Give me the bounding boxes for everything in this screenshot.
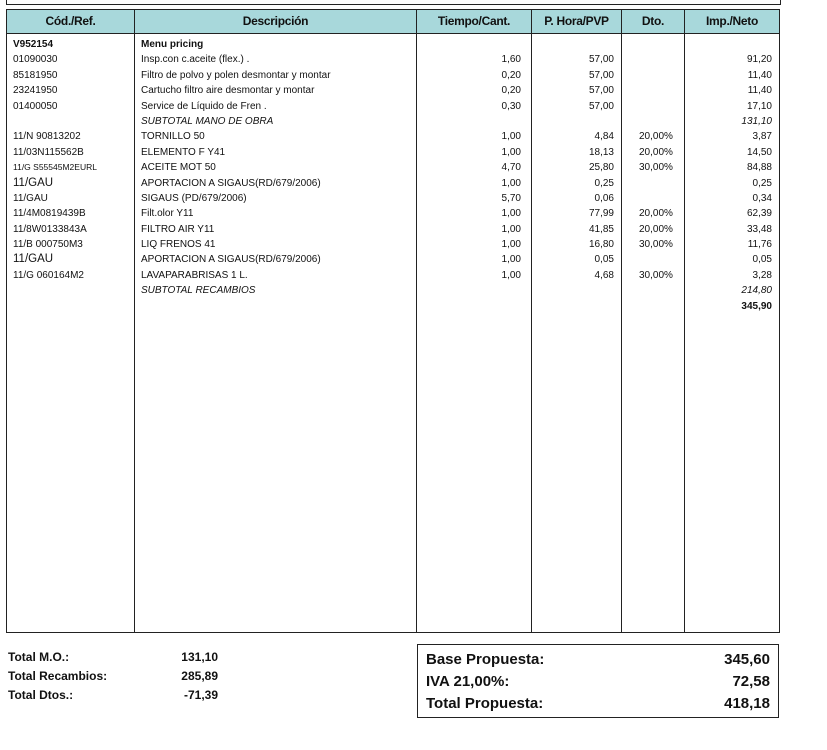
row-code: 11/N 90813202 xyxy=(13,131,81,143)
row-net: 0,05 xyxy=(752,254,772,266)
row-qty: 1,00 xyxy=(501,269,521,281)
base-label: Base Propuesta: xyxy=(426,651,545,668)
row-code: 23241950 xyxy=(13,85,58,97)
total-mo-row xyxy=(8,648,228,667)
row-price: 0,06 xyxy=(594,192,614,204)
row-code: 11/GAU xyxy=(13,192,48,204)
row-discount: 30,00% xyxy=(639,239,673,251)
row-net: 91,20 xyxy=(746,54,772,66)
row-code: 11/8W0133843A xyxy=(13,223,87,235)
row-net: 0,34 xyxy=(752,192,772,204)
iva-label: IVA 21,00%: xyxy=(426,673,510,690)
total-recambios-row xyxy=(8,667,228,686)
column-header-code: Cód./Ref. xyxy=(45,14,96,28)
row-qty: 4,70 xyxy=(501,162,521,174)
row-description: Menu pricing xyxy=(141,39,204,50)
table-row xyxy=(7,268,779,283)
table-row xyxy=(7,191,779,206)
row-description: TORNILLO 50 xyxy=(141,131,205,143)
row-price: 4,84 xyxy=(594,131,614,143)
total-recambios-value: 285,89 xyxy=(181,669,218,683)
table-row xyxy=(7,222,779,237)
row-net: 11,40 xyxy=(747,85,772,97)
subtotal-row xyxy=(7,114,779,129)
summary-totals xyxy=(8,648,228,705)
row-description: FILTRO AIR Y11 xyxy=(141,223,215,235)
iva-row xyxy=(426,671,770,693)
table-row xyxy=(7,37,779,52)
row-code: 11/GAU xyxy=(13,176,54,189)
row-description: LAVAPARABRISAS 1 L. xyxy=(141,269,248,281)
total-dtos-label: Total Dtos.: xyxy=(8,688,74,702)
row-discount: 20,00% xyxy=(639,208,673,220)
row-net: 3,87 xyxy=(752,131,772,143)
row-description: APORTACION A SIGAUS(RD/679/2006) xyxy=(141,254,321,266)
row-code: 01090030 xyxy=(13,54,58,66)
subtotal-value: 131,10 xyxy=(741,115,772,127)
row-description: LIQ FRENOS 41 xyxy=(141,239,216,251)
table-row xyxy=(7,237,779,252)
total-dtos-row xyxy=(8,686,228,705)
total-dtos-value: -71,39 xyxy=(183,688,218,702)
total-value: 418,18 xyxy=(724,695,770,712)
row-discount: 30,00% xyxy=(639,269,673,281)
row-qty: 1,60 xyxy=(501,54,521,66)
row-qty: 0,20 xyxy=(501,69,521,81)
row-description: Cartucho filtro aire desmontar y montar xyxy=(141,85,315,97)
total-mo-label: Total M.O.: xyxy=(8,650,70,664)
table-row xyxy=(7,206,779,221)
row-qty: 0,30 xyxy=(501,100,521,112)
row-code: 01400050 xyxy=(13,100,58,112)
grand-subtotal-value: 345,90 xyxy=(741,300,772,312)
subtotal-value: 214,80 xyxy=(741,285,772,297)
row-net: 11,76 xyxy=(747,239,772,251)
row-net: 14,50 xyxy=(746,146,772,158)
row-price: 16,80 xyxy=(588,239,614,251)
row-qty: 1,00 xyxy=(501,254,521,266)
row-qty: 1,00 xyxy=(501,223,521,235)
row-qty: 5,70 xyxy=(501,192,521,204)
row-description: Service de Líquido de Fren . xyxy=(141,100,267,112)
row-net: 62,39 xyxy=(746,208,772,220)
row-discount: 20,00% xyxy=(639,146,673,158)
row-description: ELEMENTO F Y41 xyxy=(141,146,226,158)
table-row xyxy=(7,145,779,160)
total-label: Total Propuesta: xyxy=(426,695,544,712)
row-code: 11/G S55545M2EURL xyxy=(13,162,97,173)
table-row xyxy=(7,160,779,175)
row-discount: 30,00% xyxy=(639,162,673,174)
column-header-net: Imp./Neto xyxy=(706,14,758,28)
row-discount: 20,00% xyxy=(639,131,673,143)
row-description: APORTACION A SIGAUS(RD/679/2006) xyxy=(141,177,321,189)
line-items xyxy=(7,37,779,314)
row-price: 57,00 xyxy=(588,85,614,97)
row-net: 3,28 xyxy=(752,269,772,281)
row-net: 84,88 xyxy=(746,162,772,174)
grand-subtotal-row xyxy=(7,299,779,314)
row-price: 4,68 xyxy=(594,269,614,281)
column-header-price: P. Hora/PVP xyxy=(544,14,609,28)
row-price: 0,25 xyxy=(594,177,614,189)
proposal-totals-box xyxy=(417,644,779,718)
row-qty: 1,00 xyxy=(501,131,521,143)
row-net: 33,48 xyxy=(746,223,772,235)
table-row xyxy=(7,252,779,267)
row-code: 11/GAU xyxy=(13,253,54,266)
row-qty: 1,00 xyxy=(501,239,521,251)
base-value: 345,60 xyxy=(724,651,770,668)
column-header-time-qty: Tiempo/Cant. xyxy=(437,14,511,28)
subtotal-label: SUBTOTAL RECAMBIOS xyxy=(141,285,256,297)
row-price: 57,00 xyxy=(588,100,614,112)
row-net: 0,25 xyxy=(752,177,772,189)
row-price: 25,80 xyxy=(588,162,614,174)
row-description: Insp.con c.aceite (flex.) . xyxy=(141,54,250,66)
row-code: V952154 xyxy=(13,39,54,50)
table-row xyxy=(7,176,779,191)
row-net: 11,40 xyxy=(747,69,772,81)
table-row xyxy=(7,99,779,114)
row-code: 85181950 xyxy=(13,69,58,81)
total-row xyxy=(426,693,770,715)
row-price: 57,00 xyxy=(588,69,614,81)
row-code: 11/03N115562B xyxy=(13,146,84,158)
row-qty: 0,20 xyxy=(501,85,521,97)
total-recambios-label: Total Recambios: xyxy=(8,669,108,683)
invoice-table xyxy=(6,9,780,633)
row-price: 0,05 xyxy=(594,254,614,266)
table-row xyxy=(7,129,779,144)
row-discount: 20,00% xyxy=(639,223,673,235)
row-description: ACEITE MOT 50 xyxy=(141,162,216,174)
row-description: Filt.olor Y11 xyxy=(141,208,194,220)
row-price: 57,00 xyxy=(588,54,614,66)
subtotal-row xyxy=(7,283,779,298)
base-row xyxy=(426,649,770,671)
row-qty: 1,00 xyxy=(501,208,521,220)
table-row xyxy=(7,83,779,98)
column-header-discount: Dto. xyxy=(641,14,665,28)
top-frame-strip xyxy=(6,0,781,5)
table-header xyxy=(7,10,779,34)
row-qty: 1,00 xyxy=(501,177,521,189)
row-code: 11/B 000750M3 xyxy=(13,239,83,251)
total-mo-value: 131,10 xyxy=(181,650,218,664)
subtotal-label: SUBTOTAL MANO DE OBRA xyxy=(141,115,274,127)
table-row xyxy=(7,68,779,83)
table-row xyxy=(7,52,779,67)
column-header-description: Descripción xyxy=(242,14,309,28)
row-description: Filtro de polvo y polen desmontar y montar xyxy=(141,69,331,81)
iva-value: 72,58 xyxy=(732,673,770,690)
row-code: 11/G 060164M2 xyxy=(13,269,84,281)
row-code: 11/4M0819439B xyxy=(13,208,86,220)
row-net: 17,10 xyxy=(746,100,772,112)
row-description: SIGAUS (PD/679/2006) xyxy=(141,192,247,204)
row-price: 41,85 xyxy=(588,223,614,235)
row-price: 18,13 xyxy=(588,146,614,158)
row-qty: 1,00 xyxy=(501,146,521,158)
row-price: 77,99 xyxy=(588,208,614,220)
